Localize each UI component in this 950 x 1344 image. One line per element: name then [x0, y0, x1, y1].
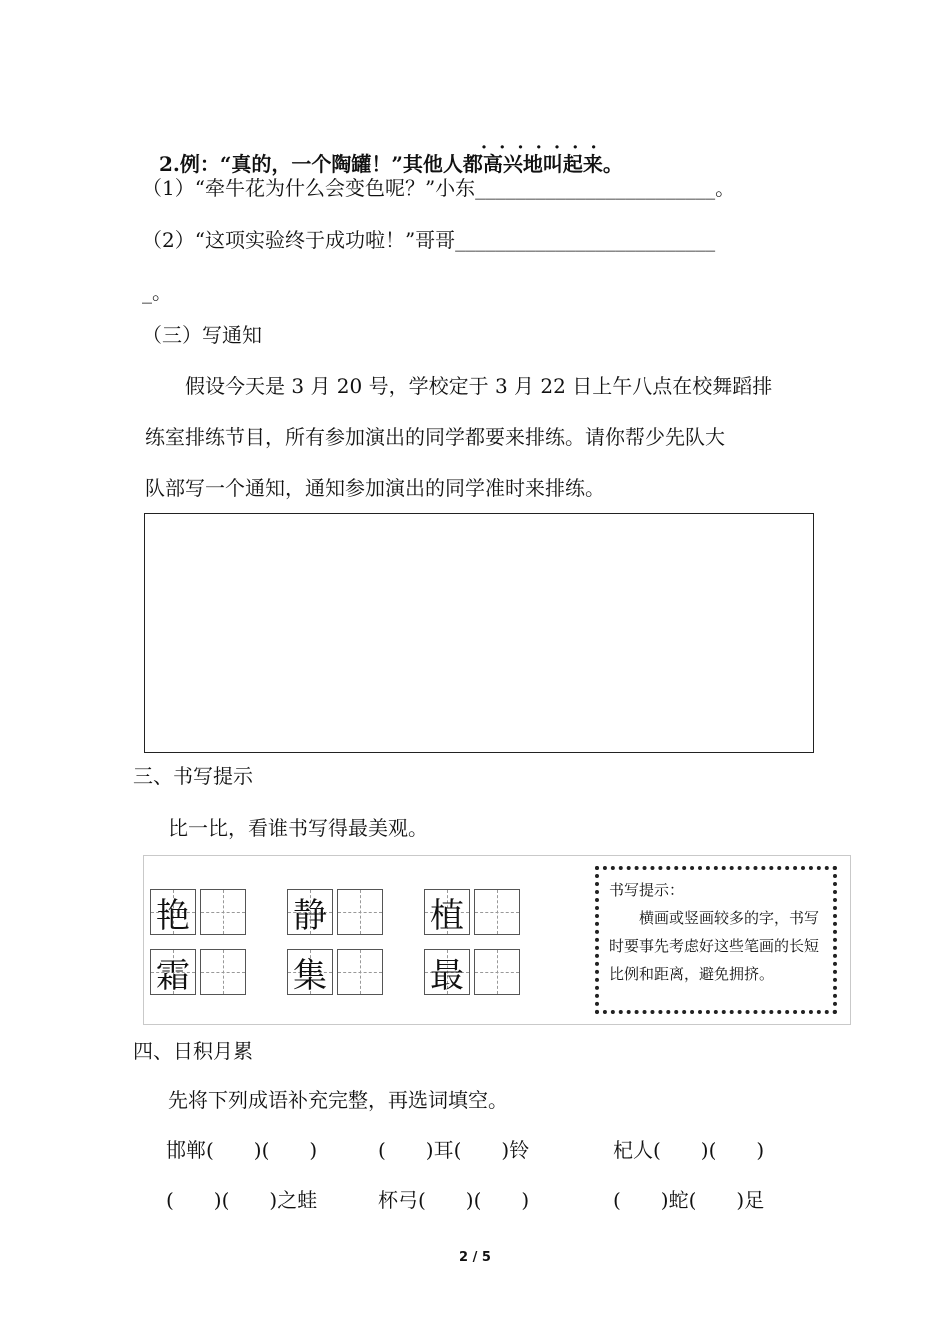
- q2-example-end: 。: [602, 152, 623, 176]
- idiom-item: 邯郸( )( ): [166, 1138, 318, 1162]
- practice-cell[interactable]: [474, 949, 520, 995]
- q2-example-quote: “真的，一个陶罐！”其他人都: [219, 152, 483, 176]
- idioms-instruction: 先将下列成语补充完整，再选词填空。: [168, 1088, 508, 1112]
- model-char-cell: [150, 889, 196, 935]
- model-char-cell: [424, 889, 470, 935]
- writing-heading: 三、书写提示: [133, 764, 253, 788]
- practice-cell[interactable]: [200, 949, 246, 995]
- tip-body: 横画或竖画较多的字，书写时要事先考虑好这些笔画的长短比例和距离，避免拥挤。: [609, 909, 820, 983]
- tip-title: 书写提示：: [609, 881, 685, 899]
- model-char: 静: [293, 895, 327, 936]
- grid-pair-3: [424, 889, 520, 935]
- model-char: 植: [430, 895, 464, 936]
- page-number: 2 / 5: [459, 1250, 491, 1265]
- idiom-item: ( )( )之蛙: [166, 1188, 318, 1212]
- grid-pair-1: [150, 889, 246, 935]
- practice-cell[interactable]: [474, 889, 520, 935]
- idiom-item: ( )蛇( )足: [613, 1188, 765, 1212]
- notice-line-3: 队部写一个通知，通知参加演出的同学准时来排练。: [145, 476, 605, 500]
- q2-item-2-continuation: _。: [142, 280, 172, 304]
- q2-item-2: （2）“这项实验终于成功啦！”哥哥__________________________: [142, 228, 716, 252]
- notice-answer-box[interactable]: [144, 513, 814, 753]
- q2-example-label: 2.例：: [158, 152, 220, 176]
- model-char-cell: [287, 949, 333, 995]
- model-char: 最: [430, 955, 464, 996]
- grid-pair-5: [287, 949, 383, 995]
- q2-item-1: （1）“牵牛花为什么会变色呢？”小东________________________。: [142, 176, 736, 200]
- notice-heading: （三）写通知: [142, 323, 262, 347]
- practice-cell[interactable]: [337, 949, 383, 995]
- model-char-cell: [424, 949, 470, 995]
- idiom-item: 杯弓( )( ): [378, 1188, 530, 1212]
- q2-example: [145, 122, 623, 178]
- grid-pair-2: [287, 889, 383, 935]
- writing-instruction: 比一比，看谁书写得最美观。: [168, 816, 428, 840]
- model-char: 集: [293, 955, 327, 996]
- practice-cell[interactable]: [200, 889, 246, 935]
- idiom-item: ( )耳( )铃: [378, 1138, 530, 1162]
- writing-practice-panel: [143, 855, 851, 1025]
- model-char-cell: [287, 889, 333, 935]
- idiom-item: 杞人( )( ): [613, 1138, 765, 1162]
- model-char: 艳: [156, 895, 190, 936]
- model-char-cell: [150, 949, 196, 995]
- writing-tip-box: [595, 866, 837, 1014]
- grid-pair-6: [424, 949, 520, 995]
- notice-line-1: 假设今天是 3 月 20 号，学校定于 3 月 22 日上午八点在校舞蹈排: [145, 374, 773, 398]
- notice-line-2: 练室排练节目，所有参加演出的同学都要来排练。请你帮少先队大: [145, 425, 725, 449]
- idioms-heading: 四、日积月累: [133, 1039, 253, 1063]
- grid-pair-4: [150, 949, 246, 995]
- practice-cell[interactable]: [337, 889, 383, 935]
- q2-example-dotted: · · · 高兴地叫起来: [483, 150, 603, 178]
- model-char: 霜: [156, 955, 190, 996]
